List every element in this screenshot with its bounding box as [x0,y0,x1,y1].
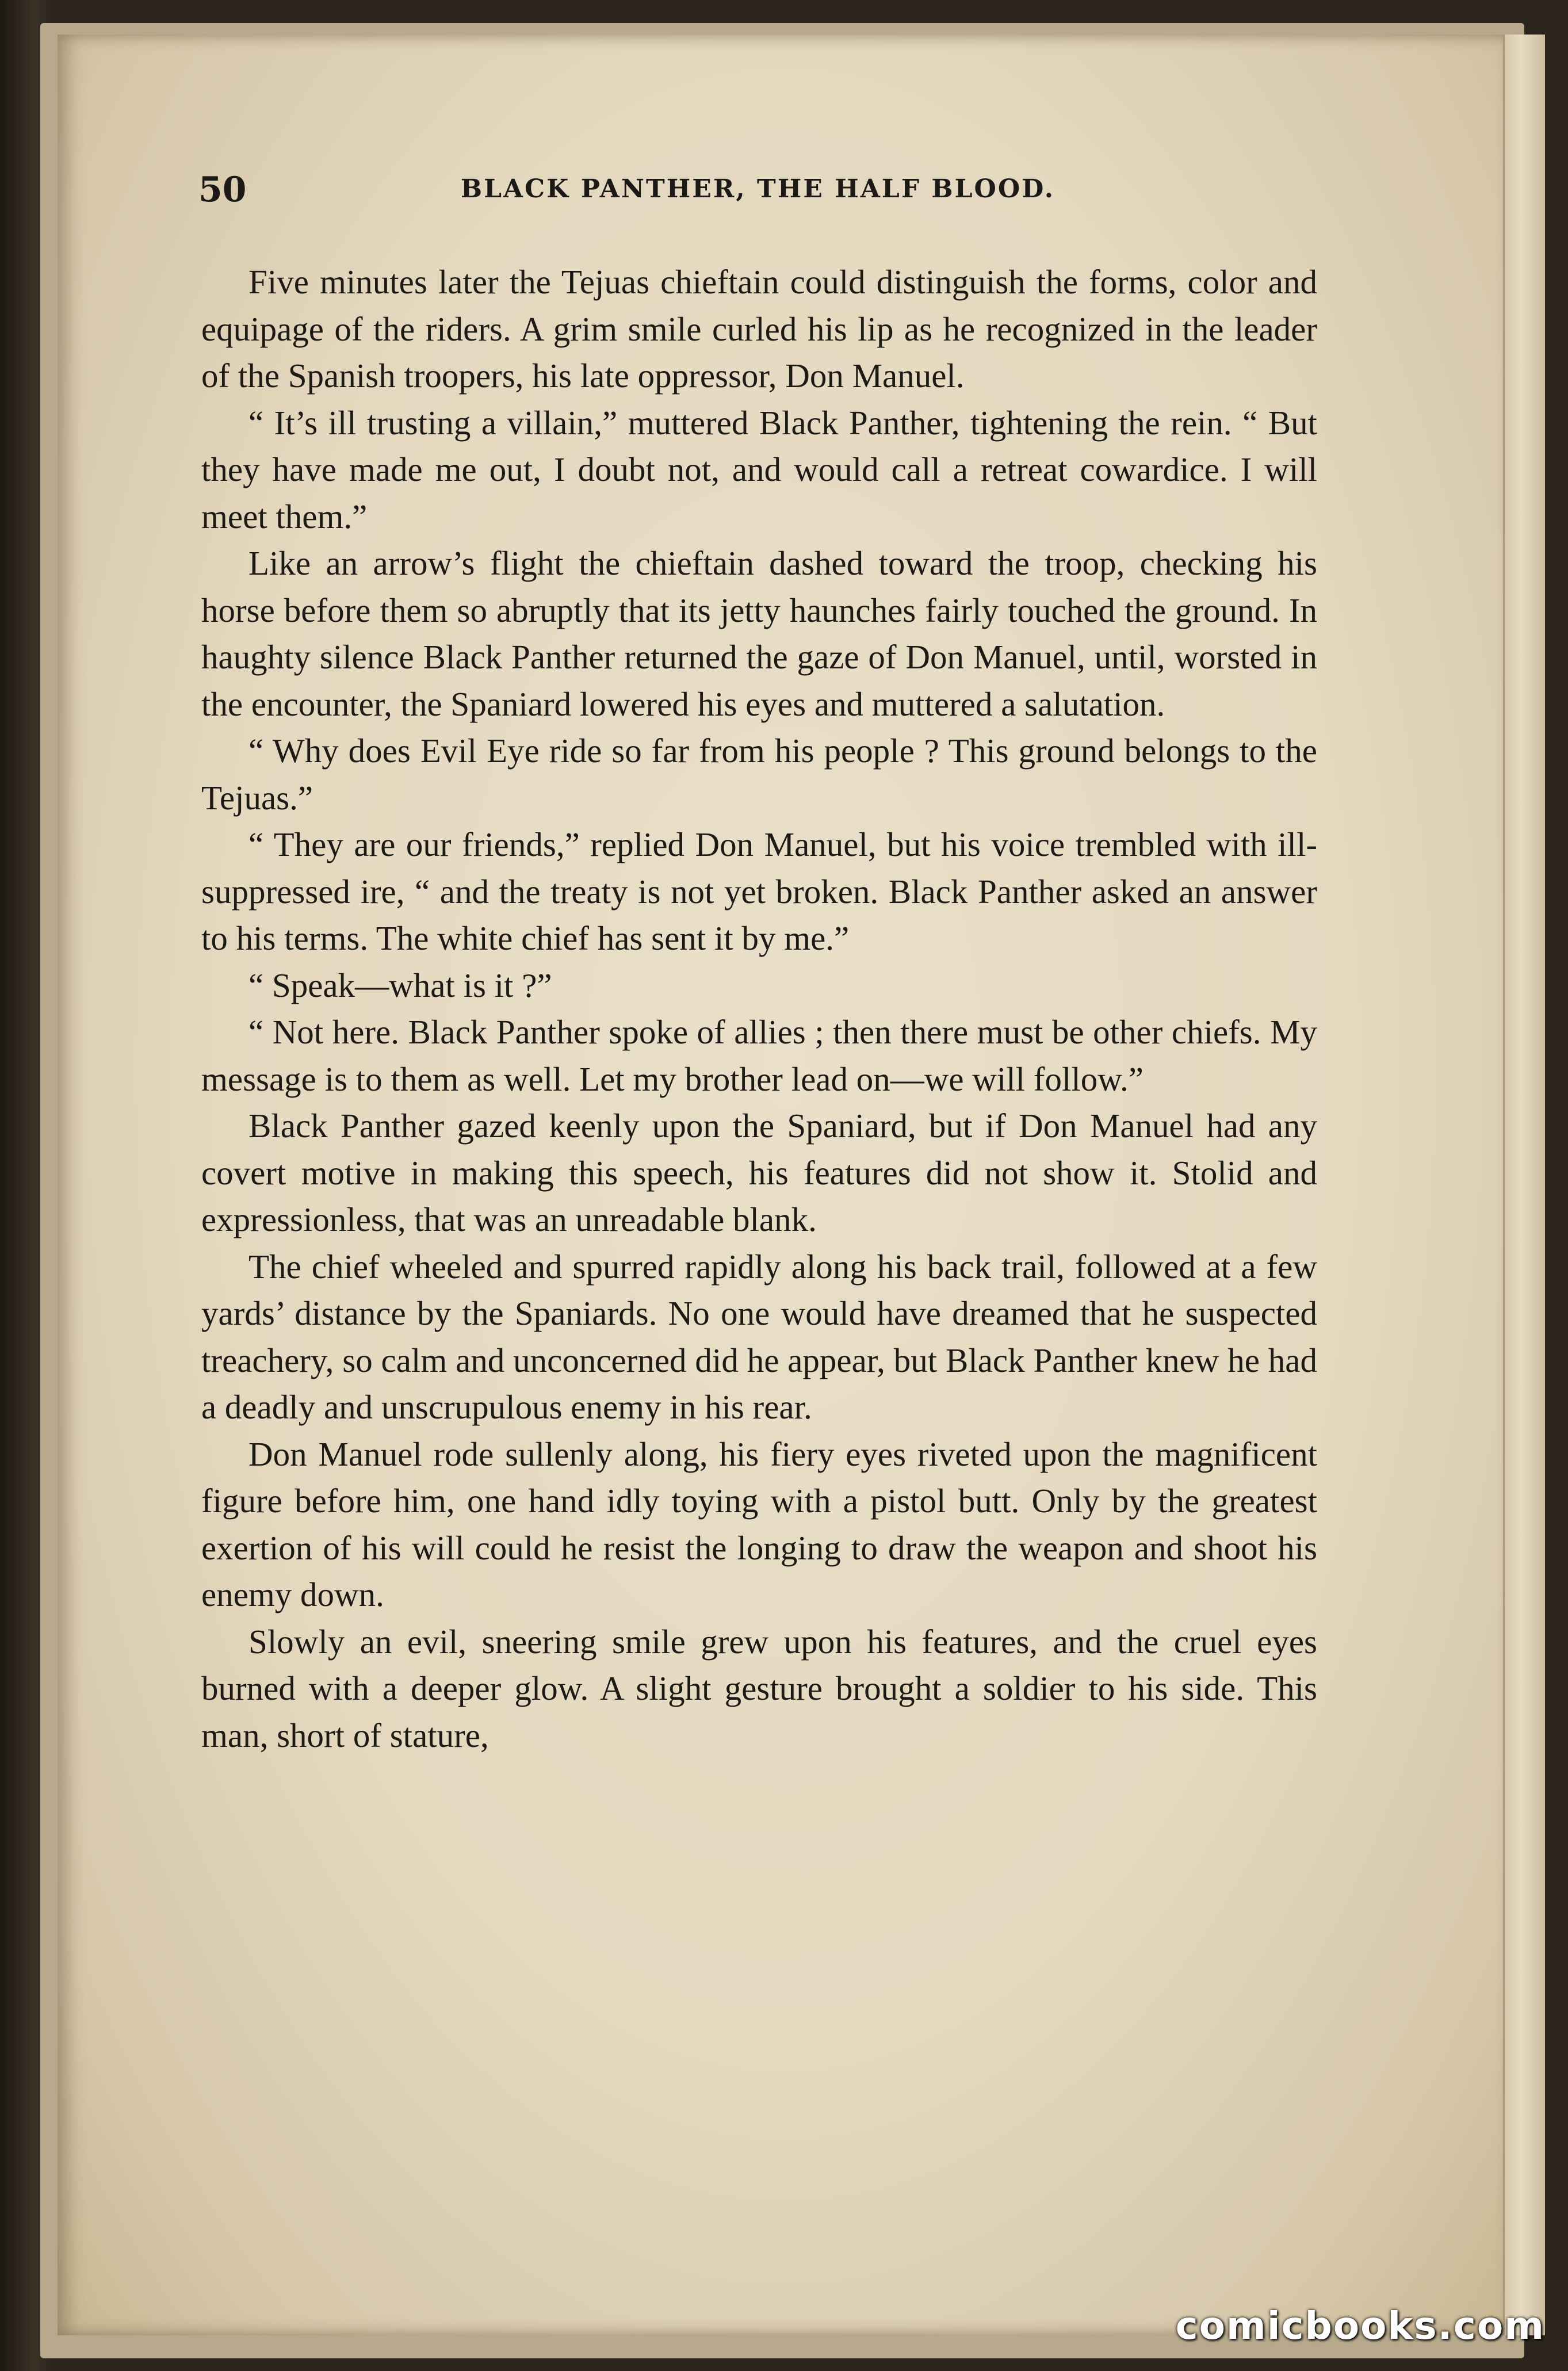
paragraph: “ They are our friends,” replied Don Manuel, but his voice trembled with ill-suppressed ire, “ and the treaty is not yet broken. Black Panther asked an answer to his terms. The white chief has sent it by me.” [201,825,1317,957]
paragraph: Slowly an evil, sneering smile grew upon his features, and the cruel eyes burned with a deeper glow. A slight gesture brought a soldier to his side. This man, short of stature, [201,1622,1317,1754]
paragraph: “ Speak—what is it ?” [248,966,552,1004]
paragraph: Black Panther gazed keenly upon the Spaniard, but if Don Manuel had any covert motive in making this speech, his features did not show it. Stolid and expressionless, that was an unreadable blank. [201,1107,1317,1238]
paragraph: “ Why does Evil Eye ride so far from his people ? This ground belongs to the Tejuas.” [201,732,1317,817]
page-edge [1503,35,1545,2335]
page-header [198,170,1317,216]
running-head: BLACK PANTHER, THE HALF BLOOD. [460,174,1055,204]
page-number: 50 [198,170,247,210]
paragraph: Like an arrow’s flight the chieftain dashed toward the troop, checking his horse before them so abruptly that its jetty haunches fairly touched the ground. In haughty silence Black Panther returned the gaze of Don Manuel, until, worsted in the encounter, the Spaniard lowered his eyes and muttered a salutation. [201,544,1317,723]
body-text [201,259,1317,1759]
paragraph: “ It’s ill trusting a villain,” muttered Black Panther, tightening the rein. “ But they have made me out, I doubt not, and would call a retreat cowardice. I will meet them.” [201,403,1317,536]
watermark: comicbooks.com [1175,2304,1545,2348]
paragraph: Five minutes later the Tejuas chieftain could distinguish the forms, color and equipage of the riders. A grim smile curled his lip as he recognized in the leader of the Spanish troopers, his late oppressor, Don Manuel. [201,263,1317,395]
paragraph: Don Manuel rode sullenly along, his fiery eyes riveted upon the magnificent figure before him, one hand idly toying with a pistol butt. Only by the greatest exertion of his will could he resist the longing to draw the weapon and shoot his enemy down. [201,1435,1317,1613]
paragraph: The chief wheeled and spurred rapidly along his back trail, followed at a few yards’ distance by the Spaniards. No one would have dreamed that he suspected treachery, so calm and unconcerned did he appear, but Black Panther knew he had a deadly and unscrupulous enemy in his rear. [201,1247,1317,1426]
paragraph: “ Not here. Black Panther spoke of allies ; then there must be other chiefs. My message is to them as well. Let my brother lead on—we will follow.” [201,1013,1317,1098]
